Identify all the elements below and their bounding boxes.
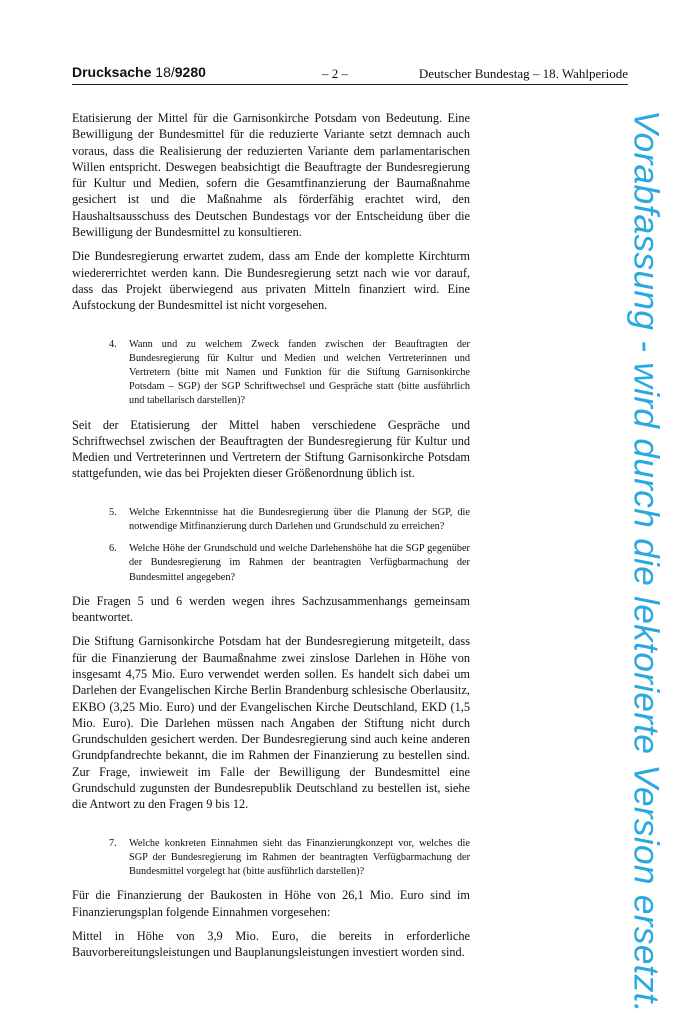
watermark-text: Vorabfassung - wird durch die lektorierte Version ersetzt.: [626, 110, 667, 1013]
draft-watermark: [616, 110, 676, 1013]
page-number: – 2 –: [322, 66, 348, 81]
question-number: 7.: [109, 837, 117, 849]
question-text: Welche konkreten Einnahmen sieht das Finanzierungkonzept vor, welches die SGP der Bundesregierung im Rahmen der beantragten Verfügbarmachung der Bundesmittel vorgelegt hat (bitte ausführlich darstellen)?: [129, 837, 470, 878]
question-number: 5.: [109, 506, 117, 518]
question-number: 6.: [109, 543, 117, 555]
answer-paragraph: Die Stiftung Garnisonkirche Potsdam hat der Bundesregierung mitgeteilt, dass für die Finanzierung der Baumaßnahme zwei zinslose Darlehen in Höhe von insgesamt 4,75 Mio. Euro verwendet werden sollen. Es handelt sich dabei um Darlehen der Evangelischen Kirche Berlin Brandenburg schlesische Oberlausitz, EKBO (3,25 Mio. Euro) und der Evangelischen Kirche Deutschland, EKD (1,5 Mio. Euro). Die Darlehen müssen nach Angaben der Stiftung nicht durch Grundschulden gesichert werden. Der Bundesregierung sind auch keine anderen Grundpfandrechte bekannt, die im Rahmen der Finanzierung zu bestellen sind. Zur Frage, inwieweit im Falle der Bewilligung der Bundesmittel eine Grundschuld zugunsten der Bundesrepublik Deutschland zu bestellen ist, siehe die Antwort zu den Fragen 9 bis 12.: [72, 634, 470, 812]
document-number: [72, 64, 206, 80]
question-4: [72, 338, 470, 409]
paragraph: Die Bundesregierung erwartet zudem, dass am Ende der komplette Kirchturm wiedererrichtet werden kann. Die Bundesregierung setzt nach wie vor darauf, dass das Projekt überwiegend aus privaten Mitteln finanziert wird. Eine Aufstockung der Bundesmittel ist nicht vorgesehen.: [72, 249, 470, 313]
page-header: [72, 62, 628, 85]
document-body: [72, 110, 470, 968]
paragraph: Etatisierung der Mittel für die Garnisonkirche Potsdam von Bedeutung. Eine Bewilligung der Bundesmittel für die reduzierte Variante setzt demnach auch voraus, dass die Realisierung der reduzierten Variante dem parlamentarischen Willen entspricht. Deswegen beabsichtigt die Beauftragte der Bundesregierung für Kultur und Medien, sofern die Gesamtfinanzierung der Baumaßnahme gesichert ist und die Maßnahme als förderfähig erachtet wird, den Haushaltsausschuss des Deutschen Bundestags vor der Entscheidung über die Bewilligung der Bundesmittel zu konsultieren.: [72, 111, 470, 240]
question-5: [72, 506, 470, 534]
question-text: Wann und zu welchem Zweck fanden zwischen der Beauftragten der Bundesregierung für Kultur und Medien und welchen Vertreterinnen und Vertretern (bitte mit Namen und Funktion für die Stiftung Garnisonkirche Potsdam – SGP) der SGP Schriftwechsel und Gespräche statt (bitte ausführlich und tabellarisch darstellen)?: [129, 338, 470, 407]
doc-label: Drucksache: [72, 64, 152, 80]
question-7: [72, 837, 470, 880]
question-number: 4.: [109, 338, 117, 350]
doc-prefix: 18/: [155, 64, 175, 80]
answer-paragraph: Seit der Etatisierung der Mittel haben verschiedene Gespräche und Schriftwechsel zwischen der Beauftragten der Bundesregierung für Kultur und Medien und Vertreterinnen und Vertretern der Stiftung Garnisonkirche Potsdam stattgefunden, wie das bei Projekten dieser Größenordnung üblich ist.: [72, 417, 470, 481]
question-text: Welche Erkenntnisse hat die Bundesregierung über die Planung der SGP, die notwendige Mitfinanzierung durch Darlehen und Grundschuld zu erreichen?: [129, 506, 470, 532]
doc-number: 9280: [174, 64, 206, 80]
question-6: [72, 542, 470, 585]
answer-paragraph: Mittel in Höhe von 3,9 Mio. Euro, die bereits in erforderliche Bauvorbereitungsleistungen und Bauplanungsleistungen investiert worden sind.: [72, 928, 470, 960]
question-text: Welche Höhe der Grundschuld und welche Darlehenshöhe hat die SGP gegenüber der Bundesregierung im Rahmen der beantragten Verfügbarmachung der Bundesmittel angegeben?: [129, 543, 470, 583]
answer-paragraph: Für die Finanzierung der Baukosten in Höhe von 26,1 Mio. Euro sind im Finanzierungsplan folgende Einnahmen vorgesehen:: [72, 888, 470, 919]
institution-label: Deutscher Bundestag – 18. Wahlperiode: [418, 66, 628, 81]
answer-paragraph: Die Fragen 5 und 6 werden wegen ihres Sachzusammenhangs gemeinsam beantwortet.: [72, 593, 470, 625]
